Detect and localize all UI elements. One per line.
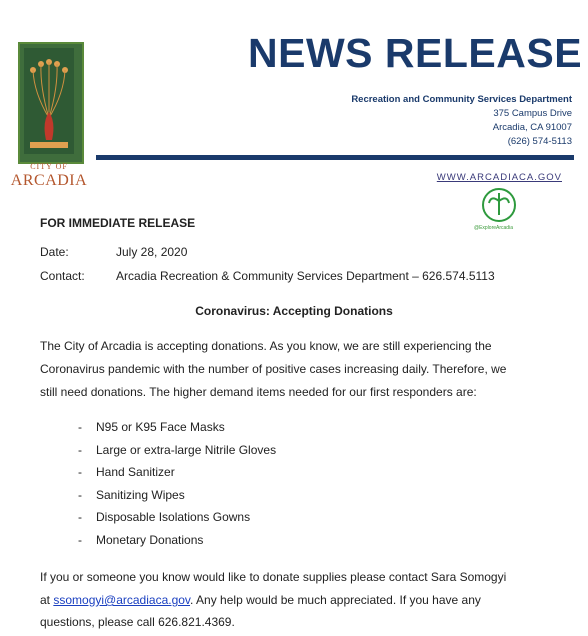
closing-line-3: questions, please call 626.821.4369. xyxy=(40,615,235,629)
bullet-dash: - xyxy=(78,510,82,524)
paragraph-line: Coronavirus pandemic with the number of positive cases increasing daily. Therefore, we xyxy=(40,362,507,376)
closing-line-2 xyxy=(40,593,481,607)
bullet-dash: - xyxy=(78,443,82,457)
date-label: Date: xyxy=(40,245,69,259)
article-heading: Coronavirus: Accepting Donations xyxy=(195,304,393,318)
email-link[interactable]: ssomogyi@arcadiaca.gov xyxy=(53,593,191,607)
department-name: Recreation and Community Services Department xyxy=(351,94,572,105)
logo-city-of: CITY OF xyxy=(30,162,68,171)
paragraph-line: still need donations. The higher demand items needed for our first responders are: xyxy=(40,385,477,399)
closing-prefix: at xyxy=(40,593,54,607)
header-divider xyxy=(96,155,574,160)
peacock-icon xyxy=(24,48,74,154)
closing-line-1: If you or someone you know would like to donate supplies please contact Sara Somogyi xyxy=(40,570,507,584)
contact-label: Contact: xyxy=(40,269,85,283)
paragraph-line: The City of Arcadia is accepting donations. As you know, we are still experiencing the xyxy=(40,339,492,353)
header-phone: (626) 574-5113 xyxy=(507,136,572,147)
list-item: Sanitizing Wipes xyxy=(96,488,185,502)
logo-inner xyxy=(24,48,74,154)
city-logo xyxy=(10,42,88,192)
list-item: Disposable Isolations Gowns xyxy=(96,510,251,524)
social-handle: @ExploreArcadia xyxy=(474,225,513,231)
bullet-dash: - xyxy=(78,533,82,547)
list-item: Large or extra-large Nitrile Gloves xyxy=(96,443,277,457)
bullet-dash: - xyxy=(78,488,82,502)
list-item: Monetary Donations xyxy=(96,533,204,547)
date-value: July 28, 2020 xyxy=(116,245,188,259)
closing-suffix: . Any help would be much appreciated. If you have any xyxy=(190,593,481,607)
release-label: FOR IMMEDIATE RELEASE xyxy=(40,216,196,230)
address-line-2: Arcadia, CA 91007 xyxy=(492,122,572,133)
address-line-1: 375 Campus Drive xyxy=(493,108,572,119)
page-title: NEWS RELEASE xyxy=(248,30,583,76)
contact-value: Arcadia Recreation & Community Services Department – 626.574.5113 xyxy=(116,269,495,283)
bullet-dash: - xyxy=(78,420,82,434)
website-link[interactable]: WWW.ARCADIACA.GOV xyxy=(436,172,562,183)
social-icon[interactable] xyxy=(479,187,519,223)
bullet-dash: - xyxy=(78,465,82,479)
list-item: N95 or K95 Face Masks xyxy=(96,420,225,434)
logo-city-name: ARCADIA xyxy=(10,172,88,189)
list-item: Hand Sanitizer xyxy=(96,465,175,479)
